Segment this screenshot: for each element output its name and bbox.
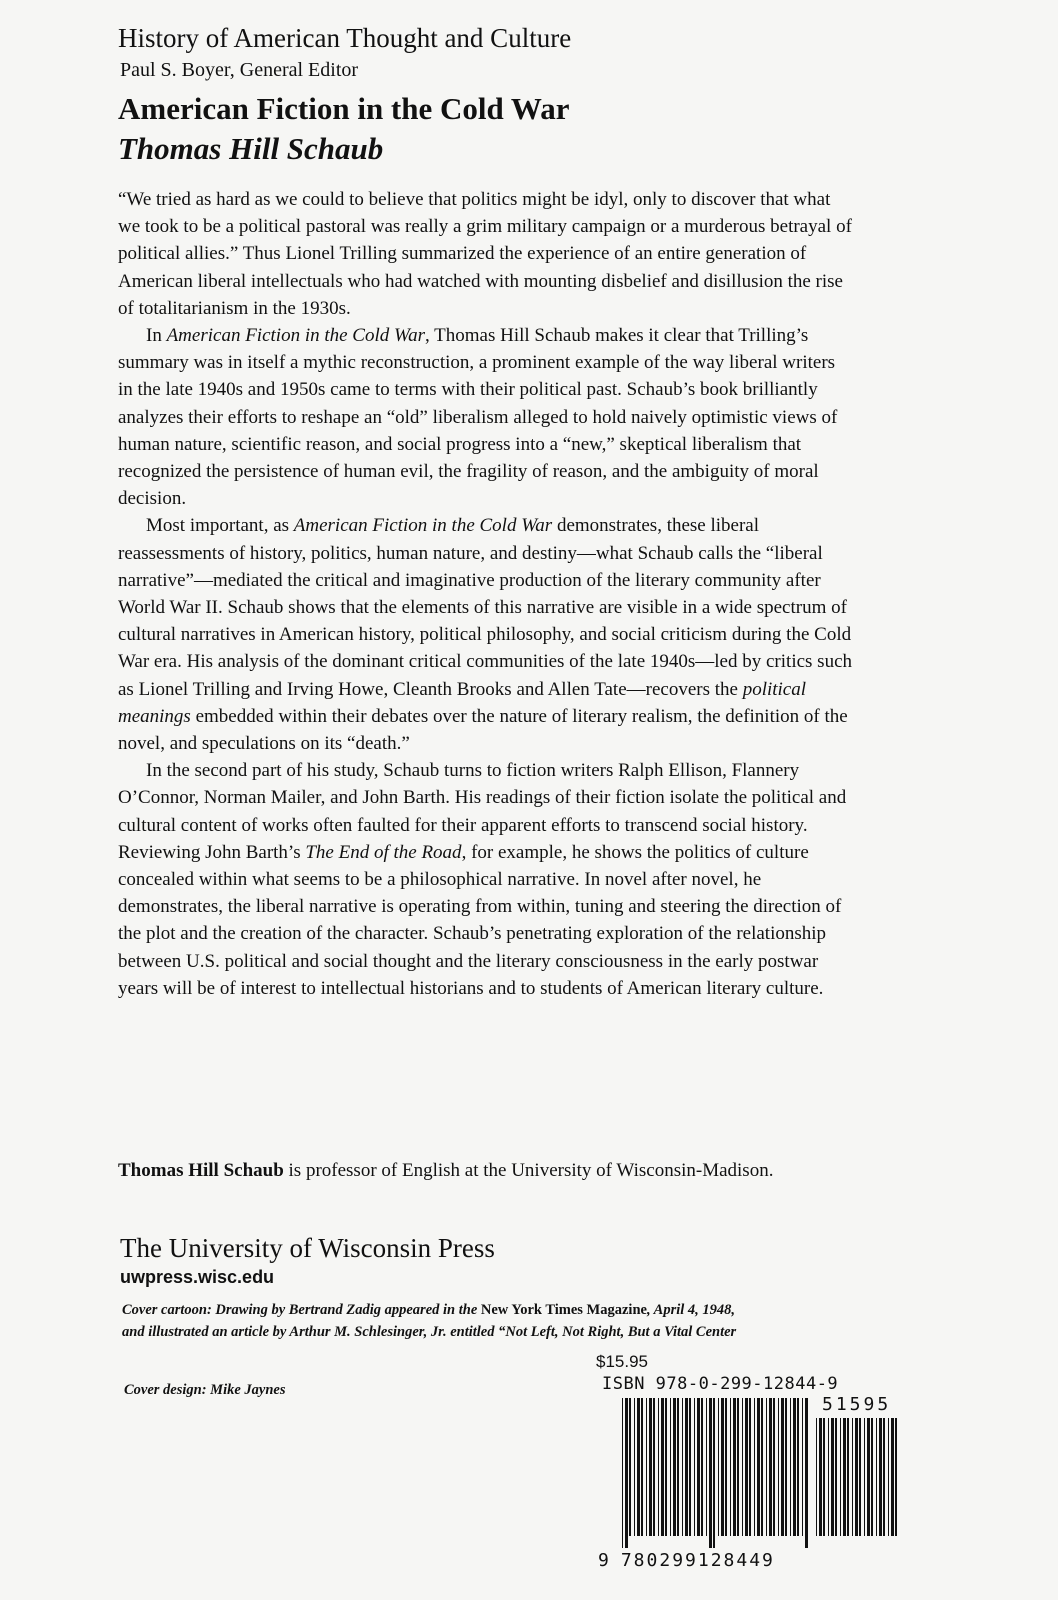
description-paragraph-2 bbox=[118, 322, 853, 512]
book-description bbox=[118, 186, 853, 1002]
series-title: History of American Thought and Culture bbox=[118, 23, 572, 53]
italic-title: The End of the Road bbox=[305, 841, 462, 863]
text-span: , April 4, 1948, bbox=[646, 1302, 736, 1318]
text-span: In bbox=[146, 325, 167, 347]
description-paragraph-1: “We tried as hard as we could to believe that politics might be idyl, only to discover that what we took to be a political pastoral was really a grim military campaign or a murderous betrayal of political allies.” Thus Lionel Trilling summarized the experience of an entire generation of American liberal intellectuals who had watched with mounting disbelief and disillusion the rise of totalitarianism in the 1930s. bbox=[118, 189, 852, 319]
italic-title: American Fiction in the Cold War bbox=[293, 515, 553, 537]
cover-cartoon-credit-line-2: and illustrated an article by Arthur M. Schlesinger, Jr. entitled “Not Left, Not Right, But a Vital Center bbox=[122, 1324, 737, 1340]
publisher-url: uwpress.wisc.edu bbox=[120, 1267, 275, 1287]
barcode-lead-digit: 9 bbox=[598, 1550, 611, 1571]
barcode-addon-digits: 51595 bbox=[822, 1394, 892, 1415]
book-author: Thomas Hill Schaub bbox=[118, 131, 384, 166]
isbn: ISBN 978-0-299-12844-9 bbox=[602, 1374, 839, 1394]
barcode-addon-icon bbox=[816, 1418, 902, 1548]
barcode-digits bbox=[598, 1550, 775, 1571]
description-paragraph-4 bbox=[118, 757, 853, 1002]
description-paragraph-3 bbox=[118, 512, 853, 757]
text-span: , for example, he shows the politics of culture concealed within what seems to be a philosophical narrative. In novel after novel, he demonstrates, the liberal narrative is operating from within, tuning and steering the direction of the plot and the creation of the character. Schaub’s penetrating exploration of the relationship between U.S. political and social thought and the literary consciousness in the early postwar years will be of interest to intellectual historians and to students of American literary culture. bbox=[118, 841, 842, 999]
text-span: embedded within their debates over the nature of literary realism, the definition of the novel, and speculations on its “death.” bbox=[118, 705, 848, 755]
book-title: American Fiction in the Cold War bbox=[118, 91, 570, 126]
barcode-icon bbox=[622, 1398, 808, 1548]
series-editor: Paul S. Boyer, General Editor bbox=[120, 59, 359, 81]
bio-text: is professor of English at the University of Wisconsin-Madison. bbox=[283, 1160, 774, 1181]
author-name: Thomas Hill Schaub bbox=[118, 1160, 284, 1181]
text-span: Most important, as bbox=[146, 515, 294, 537]
text-span: Cover cartoon: Drawing by Bertrand Zadig appeared in the bbox=[122, 1302, 481, 1318]
italic-phrase: political meanings bbox=[118, 678, 807, 727]
publisher-name: The University of Wisconsin Press bbox=[120, 1233, 495, 1263]
price: $15.95 bbox=[596, 1352, 648, 1371]
cover-cartoon-credit bbox=[122, 1300, 922, 1320]
author-bio bbox=[118, 1157, 853, 1184]
magazine-name: New York Times Magazine bbox=[480, 1302, 647, 1318]
text-span: , Thomas Hill Schaub makes it clear that Trilling’s summary was in itself a mythic reconstruction, a prominent example of the way liberal writers in the late 1940s and 1950s came to terms with their political past. Schaub’s book brilliantly analyzes their efforts to reshape an “old” liberalism alleged to hold naively optimistic views of human nature, scientific reason, and social progress into a “new,” skeptical liberalism that recognized the persistence of human evil, the fragility of reason, and the ambiguity of moral decision. bbox=[118, 325, 838, 510]
barcode-number: 780299128449 bbox=[620, 1550, 775, 1571]
italic-title: American Fiction in the Cold War bbox=[166, 325, 425, 347]
cover-design-credit: Cover design: Mike Jaynes bbox=[124, 1382, 286, 1398]
text-span: demonstrates, these liberal reassessments of history, politics, human nature, and destiny—what Schaub calls the “liberal narrative”—mediated the critical and imaginative production of the literary community after World War II. Schaub shows that the elements of this narrative are visible in a wide spectrum of cultural narratives in American history, political philosophy, and social criticism during the Cold War era. His analysis of the dominant critical communities of the late 1940s—led by critics such as Lionel Trilling and Irving Howe, Cleanth Brooks and Allen Tate—recovers the bbox=[118, 515, 852, 700]
text-span: In the second part of his study, Schaub turns to fiction writers Ralph Ellison, Flannery O’Connor, Norman Mailer, and John Barth. His readings of their fiction isolate the political and cultural content of works often faulted for their apparent efforts to transcend social history. Reviewing John Barth’s bbox=[118, 760, 847, 863]
